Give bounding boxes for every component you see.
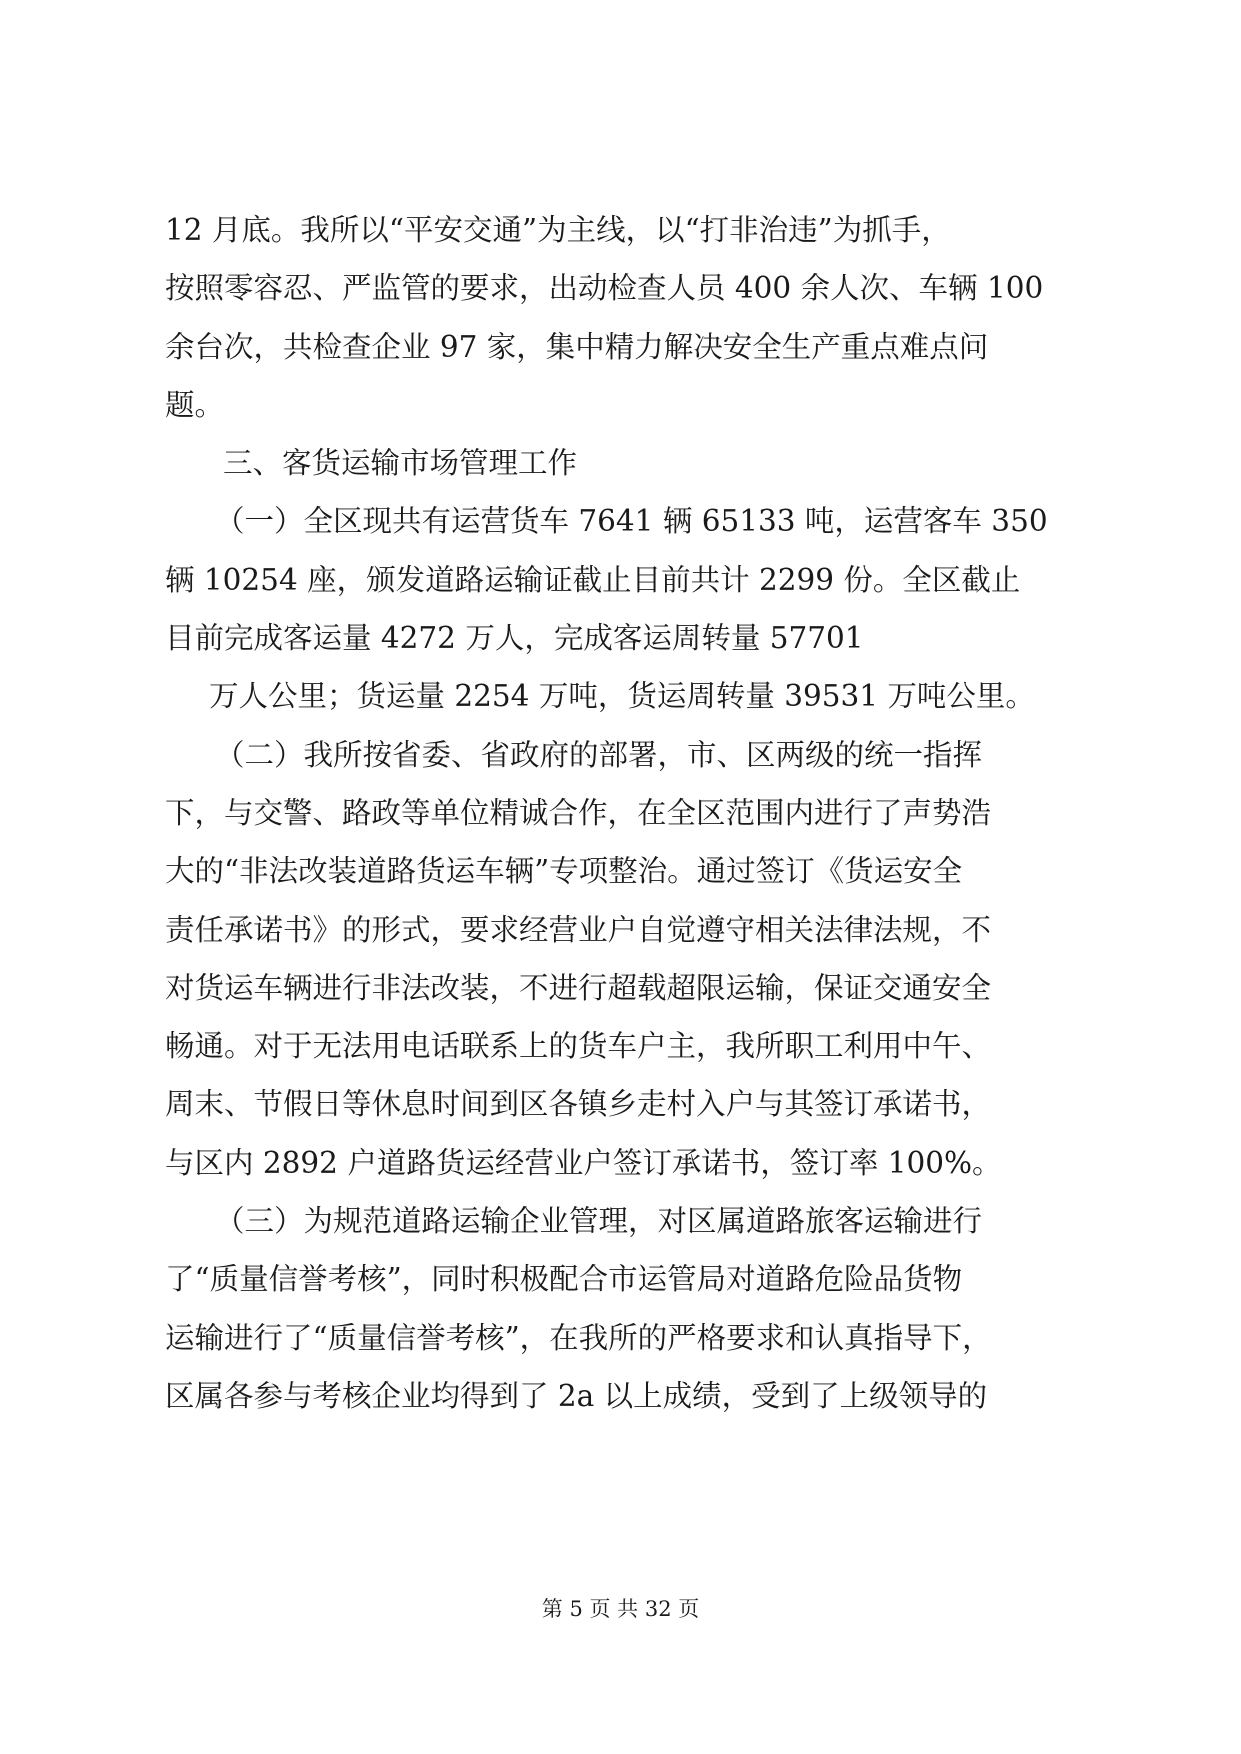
document-body: [165, 201, 1090, 1425]
text-line: 大的“非法改装道路货运车辆”专项整治。通过签订《货运安全: [165, 854, 963, 889]
text-line: 下，与交警、路政等单位精诚合作，在全区范围内进行了声势浩: [165, 795, 992, 830]
text-line: 辆 10254 座，颁发道路运输证截止目前共计 2299 份。全区截止: [165, 562, 1021, 597]
text-line: 了“质量信誉考核”，同时积极配合市运管局对道路危险品货物: [165, 1262, 963, 1297]
text-line: （二）我所按省委、省政府的部署，市、区两级的统一指挥: [215, 737, 983, 772]
text-line: （一）全区现共有运营货车 7641 辆 65133 吨，运营客车 350: [215, 504, 1048, 539]
text-line: 对货运车辆进行非法改装，不进行超载超限运输，保证交通安全: [165, 970, 992, 1005]
text-line: 周末、节假日等休息时间到区各镇乡走村入户与其签订承诺书，: [165, 1087, 992, 1122]
text-line: 与区内 2892 户道路货运经营业户签订承诺书，签订率 100%。: [165, 1145, 1002, 1180]
text-line: 运输进行了“质量信誉考核”，在我所的严格要求和认真指导下，: [165, 1320, 992, 1355]
text-line: 责任承诺书》的形式，要求经营业户自觉遵守相关法律法规，不: [165, 912, 992, 947]
text-line: 目前完成客运量 4272 万人，完成客运周转量 57701: [165, 621, 864, 656]
text-line: 区属各参与考核企业均得到了 2a 以上成绩，受到了上级领导的: [165, 1378, 988, 1413]
text-line: （三）为规范道路运输企业管理，对区属道路旅客运输进行: [215, 1204, 983, 1239]
text-line: 题。: [165, 387, 225, 422]
text-line: 按照零容忍、严监管的要求，出动检查人员 400 余人次、车辆 100: [165, 271, 1044, 306]
section-heading: 三、客货运输市场管理工作: [223, 446, 578, 481]
text-line: 万人公里；货运量 2254 万吨，货运周转量 39531 万吨公里。: [209, 679, 1035, 714]
text-line: 12 月底。我所以“平安交通”为主线，以“打非治违”为抓手，: [165, 213, 951, 247]
text-line: 畅通。对于无法用电话联系上的货车户主，我所职工利用中午、: [165, 1029, 992, 1064]
text-line: 余台次，共检查企业 97 家，集中精力解决安全生产重点难点问: [165, 329, 989, 364]
page-number-footer: 第 5 页 共 32 页: [541, 1597, 700, 1621]
